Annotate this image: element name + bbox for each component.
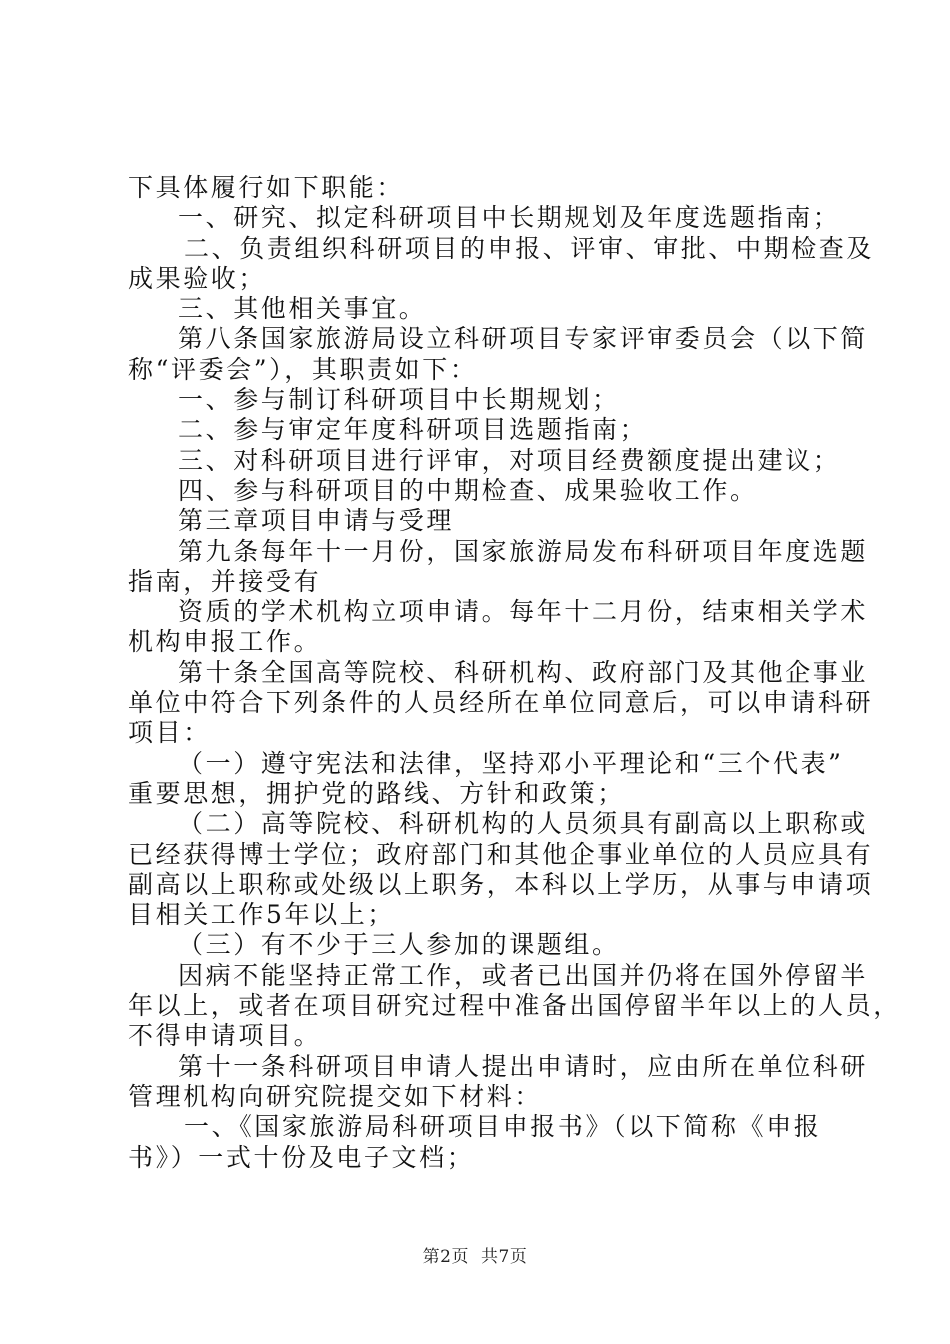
text-line: 单位中符合下列条件的人员经所在单位同意后，可以申请科研 xyxy=(128,688,874,718)
text-line: 第八条国家旅游局设立科研项目专家评审委员会（以下简 xyxy=(178,324,869,354)
text-line: 一、研究、拟定科研项目中长期规划及年度选题指南； xyxy=(178,203,841,233)
text-line: （二）高等院校、科研机构的人员须具有副高以上职称或 xyxy=(178,809,869,839)
text-line: 称“评委会”），其职责如下： xyxy=(128,354,478,384)
text-line: 不得申请项目。 xyxy=(128,1021,322,1051)
text-line: 指南，并接受有 xyxy=(128,566,322,596)
text-line: 因病不能坚持正常工作，或者已出国并仍将在国外停留半 xyxy=(178,960,869,990)
text-line: 四、参与科研项目的中期检查、成果验收工作。 xyxy=(178,475,758,505)
text-line: 成果验收； xyxy=(128,263,267,293)
page-number: 第2页 xyxy=(422,1247,469,1267)
text-line: （一）遵守宪法和法律，坚持邓小平理论和“三个代表” xyxy=(178,748,844,778)
text-line: 一、参与制订科研项目中长期规划； xyxy=(178,385,620,415)
text-line: 项目： xyxy=(128,718,211,748)
page-total: 共7页 xyxy=(481,1247,528,1267)
text-line: 第十条全国高等院校、科研机构、政府部门及其他企事业 xyxy=(178,657,869,687)
text-line: 三、对科研项目进行评审，对项目经费额度提出建议； xyxy=(178,445,841,475)
text-line: 二、负责组织科研项目的申报、评审、审批、中期检查及 xyxy=(184,233,875,263)
text-line: 第十一条科研项目申请人提出申请时，应由所在单位科研 xyxy=(178,1051,869,1081)
document-body xyxy=(128,173,901,1173)
text-line: 目相关工作5年以上； xyxy=(128,900,395,930)
chapter-heading: 第三章项目申请与受理 xyxy=(178,506,455,536)
text-line: 重要思想，拥护党的路线、方针和政策； xyxy=(128,778,625,808)
text-line: 下具体履行如下职能： xyxy=(128,173,405,202)
text-line: 一、《国家旅游局科研项目申报书》（以下简称《申报 xyxy=(184,1112,822,1142)
text-line: 第九条每年十一月份，国家旅游局发布科研项目年度选题 xyxy=(178,536,869,566)
text-line: （三）有不少于三人参加的课题组。 xyxy=(178,930,620,960)
page-footer xyxy=(0,1242,950,1267)
text-line: 管理机构向研究院提交如下材料： xyxy=(128,1081,543,1111)
text-line: 副高以上职称或处级以上职务，本科以上学历，从事与申请项 xyxy=(128,869,874,899)
text-line: 机构申报工作。 xyxy=(128,627,322,657)
text-line: 二、参与审定年度科研项目选题指南； xyxy=(178,415,648,445)
text-line: 资质的学术机构立项申请。每年十二月份，结束相关学术 xyxy=(178,597,869,627)
text-line: 书》）一式十份及电子文档； xyxy=(128,1142,475,1172)
text-line: 三、其他相关事宜。 xyxy=(178,294,427,324)
text-line: 已经获得博士学位；政府部门和其他企事业单位的人员应具有 xyxy=(128,839,874,869)
text-line: 年以上，或者在项目研究过程中准备出国停留半年以上的人员， xyxy=(128,991,901,1021)
